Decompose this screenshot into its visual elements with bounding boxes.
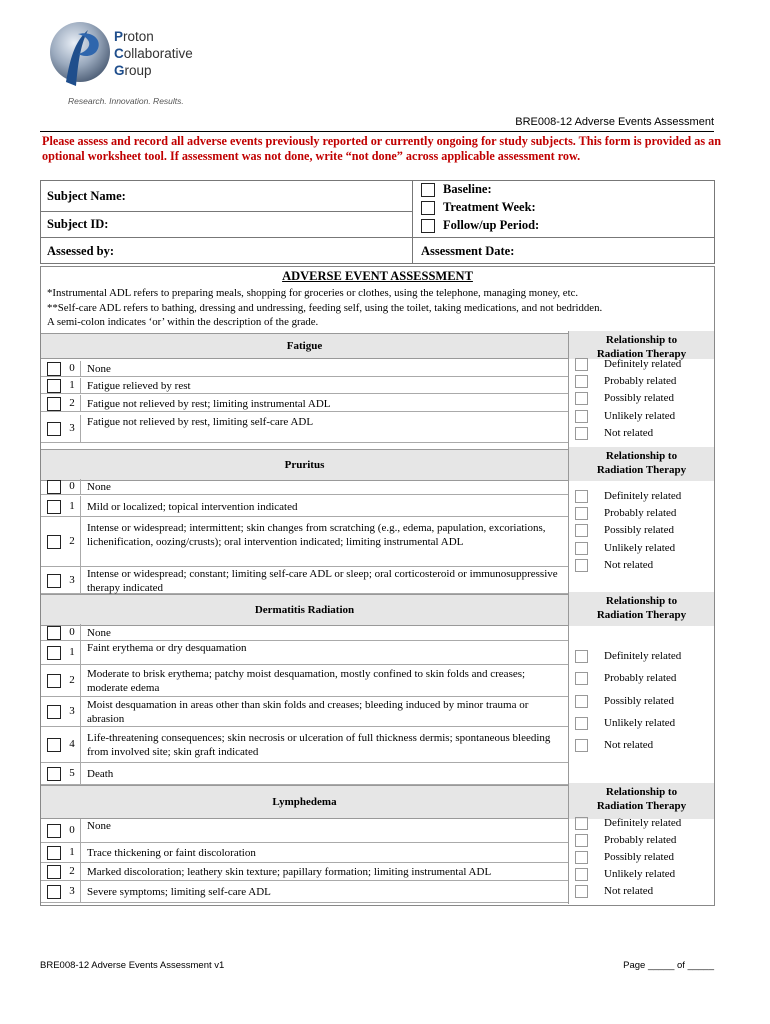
section-header-lymphedema: Lymphedema (41, 785, 568, 819)
grade-number: 2 (69, 535, 75, 547)
relationship-checkbox[interactable] (575, 851, 588, 864)
grade-row (41, 665, 568, 697)
relationship-checkbox[interactable] (575, 672, 588, 685)
grade-checkbox[interactable] (47, 738, 61, 752)
grade-description: Fatigue not relieved by rest, limiting self-care ADL (87, 416, 314, 428)
note-instrumental-adl: *Instrumental ADL refers to preparing meals, shopping for groceries or clothes, using the telephone, managing money, etc. (47, 287, 579, 299)
grade-checkbox[interactable] (47, 846, 61, 860)
grade-checkbox[interactable] (47, 626, 61, 640)
relationship-option-label: Probably related (604, 375, 677, 388)
relationship-checkbox[interactable] (575, 490, 588, 503)
grade-number: 2 (69, 396, 75, 409)
grade-row (41, 819, 568, 843)
relationship-option-label: Unlikely related (604, 716, 676, 729)
relationship-checkbox[interactable] (575, 507, 588, 520)
logo-text: Proton Collaborative Group (114, 29, 193, 78)
section-header-dermatitis-radiation: Dermatitis Radiation (41, 594, 568, 626)
followup-checkbox[interactable] (421, 219, 435, 233)
relationship-header (568, 447, 714, 481)
relationship-option (575, 542, 675, 555)
relationship-option (575, 358, 681, 371)
relationship-option-label: Probably related (604, 834, 677, 847)
note-selfcare-adl: **Self-care ADL refers to bathing, dressing and undressing, feeding self, using the toilet, taking medications, and not bedridden. (47, 301, 603, 314)
grade-row (41, 415, 568, 443)
grade-checkbox[interactable] (47, 767, 61, 781)
grade-description: Mild or localized; topical intervention indicated (87, 500, 298, 513)
relationship-option (575, 885, 653, 898)
grade-description: Death (87, 768, 114, 780)
relationship-header-line1: Relationship to (605, 450, 678, 462)
relationship-option-label: Possibly related (604, 694, 674, 707)
relationship-header (568, 331, 714, 359)
relationship-option-label: Not related (604, 885, 654, 898)
relationship-option (575, 868, 675, 881)
baseline-checkbox[interactable] (421, 183, 435, 197)
assessment-date-label: Assessment Date: (421, 244, 515, 258)
relationship-header-line1: Relationship to (605, 334, 678, 346)
relationship-options (568, 819, 714, 904)
relationship-option (575, 717, 675, 730)
relationship-option-label: Possibly related (604, 851, 674, 864)
grade-row (41, 395, 568, 412)
grade-checkbox[interactable] (47, 885, 61, 899)
grade-description: Marked discoloration; leathery skin texture; papillary formation; limiting instrumental ADL (87, 866, 492, 878)
grade-row (41, 697, 568, 727)
relationship-checkbox[interactable] (575, 717, 588, 730)
section-header-pruritus: Pruritus (41, 449, 568, 481)
grade-number: 3 (69, 885, 75, 897)
grade-row (41, 496, 568, 517)
relationship-option-label: Not related (604, 426, 654, 439)
adverse-event-assessment (40, 266, 715, 906)
relationship-checkbox[interactable] (575, 885, 588, 898)
relationship-option (575, 559, 653, 572)
title-rule (40, 131, 714, 132)
grade-row (41, 479, 568, 495)
grade-number: 2 (69, 674, 75, 686)
grade-row (41, 361, 568, 377)
grade-checkbox[interactable] (47, 705, 61, 719)
grade-number: 1 (69, 379, 75, 391)
grade-checkbox[interactable] (47, 535, 61, 549)
grade-checkbox[interactable] (47, 422, 61, 436)
relationship-option-label: Definitely related (604, 490, 682, 503)
relationship-checkbox[interactable] (575, 358, 588, 371)
ae-title: ADVERSE EVENT ASSESSMENT (282, 269, 473, 283)
grade-description: Moist desquamation in areas other than skin folds and creases; bleeding induced by minor trauma or abrasion (87, 699, 529, 725)
relationship-checkbox[interactable] (575, 392, 588, 405)
grade-checkbox[interactable] (47, 500, 61, 514)
grade-number: 4 (69, 738, 75, 750)
relationship-option (575, 650, 681, 663)
relationship-option (575, 739, 653, 752)
grade-description: Fatigue not relieved by rest; limiting instrumental ADL (87, 397, 331, 410)
relationship-checkbox[interactable] (575, 559, 588, 572)
grade-row (41, 727, 568, 763)
grade-number: 3 (69, 573, 75, 586)
relationship-option (575, 410, 675, 423)
relationship-header-line1: Relationship to (605, 786, 678, 798)
relationship-checkbox[interactable] (575, 695, 588, 708)
grade-checkbox[interactable] (47, 865, 61, 879)
subject-info-table (40, 180, 715, 264)
relationship-options (568, 626, 714, 787)
relationship-option-label: Possibly related (604, 524, 674, 537)
grade-description: None (87, 820, 111, 832)
relationship-option-label: Definitely related (604, 817, 682, 830)
grade-description: None (87, 626, 111, 639)
relationship-option (575, 507, 676, 520)
relationship-checkbox[interactable] (575, 542, 588, 555)
grade-number: 3 (69, 422, 75, 434)
grade-description: None (87, 481, 111, 493)
relationship-option (575, 817, 681, 830)
grade-description: None (87, 363, 111, 375)
relationship-header-line1: Relationship to (605, 595, 678, 607)
footer-page-number: Page _____ of _____ (623, 960, 714, 971)
relationship-options (568, 481, 714, 593)
relationship-header (568, 783, 714, 819)
relationship-checkbox[interactable] (575, 817, 588, 830)
grade-description: Intense or widespread; constant; limiting self-care ADL or sleep; oral corticosteroid or immunosuppressive therapy indicated (87, 568, 558, 594)
grade-description: Intense or widespread; intermittent; skin changes from scratching (e.g., edema, papulation, excoriations, lichenification, oozing/crusts); oral intervention indicated; limiting instrumental ADL (87, 522, 546, 548)
grade-row (41, 517, 568, 567)
footer-version: BRE008-12 Adverse Events Assessment v1 (40, 960, 225, 971)
section-header-fatigue: Fatigue (41, 333, 568, 359)
grade-number: 5 (69, 767, 75, 779)
grade-row (41, 863, 568, 881)
relationship-header-line2: Radiation Therapy (596, 464, 687, 476)
proton-logo (46, 20, 216, 110)
relationship-checkbox[interactable] (575, 868, 588, 881)
grade-description: Severe symptoms; limiting self-care ADL (87, 886, 271, 898)
grade-description: Moderate to brisk erythema; patchy moist desquamation, mostly confined to skin folds and creases; moderate edema (87, 668, 526, 694)
followup-label: Follow/up Period: (443, 218, 540, 232)
relationship-checkbox[interactable] (575, 834, 588, 847)
ae-notes (47, 286, 712, 330)
treatment-week-checkbox[interactable] (421, 201, 435, 215)
grade-row (41, 624, 568, 641)
relationship-option (575, 672, 676, 685)
grade-checkbox[interactable] (47, 397, 61, 411)
relationship-option (575, 375, 676, 388)
grade-checkbox[interactable] (47, 480, 61, 494)
grade-number: 0 (69, 824, 75, 836)
grade-number: 1 (69, 846, 75, 858)
grade-checkbox[interactable] (47, 379, 61, 393)
relationship-option-label: Unlikely related (604, 409, 676, 422)
relationship-header-line2: Radiation Therapy (596, 609, 687, 621)
relationship-checkbox[interactable] (575, 427, 588, 440)
instructions-text: Please assess and record all adverse events previously reported or currently ongoing for study subjects. This form is provided as an optional worksheet tool. If assessment was not done, write “not done” across applicable assessment row. (42, 134, 722, 163)
grade-number: 0 (69, 362, 75, 374)
relationship-checkbox[interactable] (575, 375, 588, 388)
subject-name-label: Subject Name: (47, 189, 126, 203)
note-semicolon: A semi-colon indicates ‘or’ within the description of the grade. (47, 316, 319, 328)
relationship-checkbox[interactable] (575, 739, 588, 752)
relationship-checkbox[interactable] (575, 410, 588, 423)
grade-checkbox[interactable] (47, 646, 61, 660)
grade-description: Fatigue relieved by rest (87, 380, 191, 392)
document-title: BRE008-12 Adverse Events Assessment (515, 116, 714, 128)
grade-checkbox[interactable] (47, 574, 61, 588)
grade-description: Life-threatening consequences; skin necrosis or ulceration of full thickness dermis; spontaneous bleeding from involved site; skin graft indicated (87, 732, 551, 758)
relationship-header-line2: Radiation Therapy (596, 348, 687, 360)
relationship-option (575, 695, 674, 708)
logo-tagline: Research. Innovation. Results. (68, 96, 184, 106)
relationship-option (575, 392, 674, 405)
relationship-option (575, 834, 676, 847)
relationship-option-label: Probably related (604, 672, 677, 685)
grade-description: Faint erythema or dry desquamation (87, 642, 247, 654)
subject-id-label: Subject ID: (47, 217, 109, 231)
grade-description: Trace thickening or faint discoloration (87, 847, 256, 859)
grade-checkbox[interactable] (47, 362, 61, 376)
grade-row (41, 378, 568, 394)
grade-number: 0 (69, 480, 75, 492)
relationship-option-label: Probably related (604, 507, 677, 520)
grade-row (41, 763, 568, 785)
relationship-option-label: Not related (604, 739, 654, 752)
grade-number: 0 (69, 625, 75, 638)
relationship-option (575, 427, 653, 440)
relationship-option-label: Definitely related (604, 358, 682, 371)
baseline-label: Baseline: (443, 182, 492, 196)
grade-number: 1 (69, 646, 75, 658)
grade-row (41, 843, 568, 863)
relationship-option-label: Unlikely related (604, 868, 676, 881)
assessed-by-label: Assessed by: (47, 244, 115, 258)
relationship-checkbox[interactable] (575, 524, 588, 537)
relationship-option (575, 851, 674, 864)
grade-number: 1 (69, 499, 75, 512)
relationship-option (575, 524, 674, 537)
grade-checkbox[interactable] (47, 674, 61, 688)
logo-mark-icon (48, 20, 114, 90)
grade-number: 3 (69, 705, 75, 717)
relationship-option-label: Unlikely related (604, 541, 676, 554)
relationship-option-label: Not related (604, 558, 654, 571)
relationship-header-line2: Radiation Therapy (596, 800, 687, 812)
relationship-checkbox[interactable] (575, 650, 588, 663)
grade-row (41, 641, 568, 665)
grade-row (41, 881, 568, 903)
treatment-week-label: Treatment Week: (443, 200, 536, 214)
grade-row (41, 567, 568, 594)
grade-checkbox[interactable] (47, 824, 61, 838)
relationship-option-label: Definitely related (604, 650, 682, 663)
relationship-option (575, 490, 681, 503)
relationship-option-label: Possibly related (604, 392, 674, 405)
grade-number: 2 (69, 865, 75, 877)
relationship-header (568, 592, 714, 626)
